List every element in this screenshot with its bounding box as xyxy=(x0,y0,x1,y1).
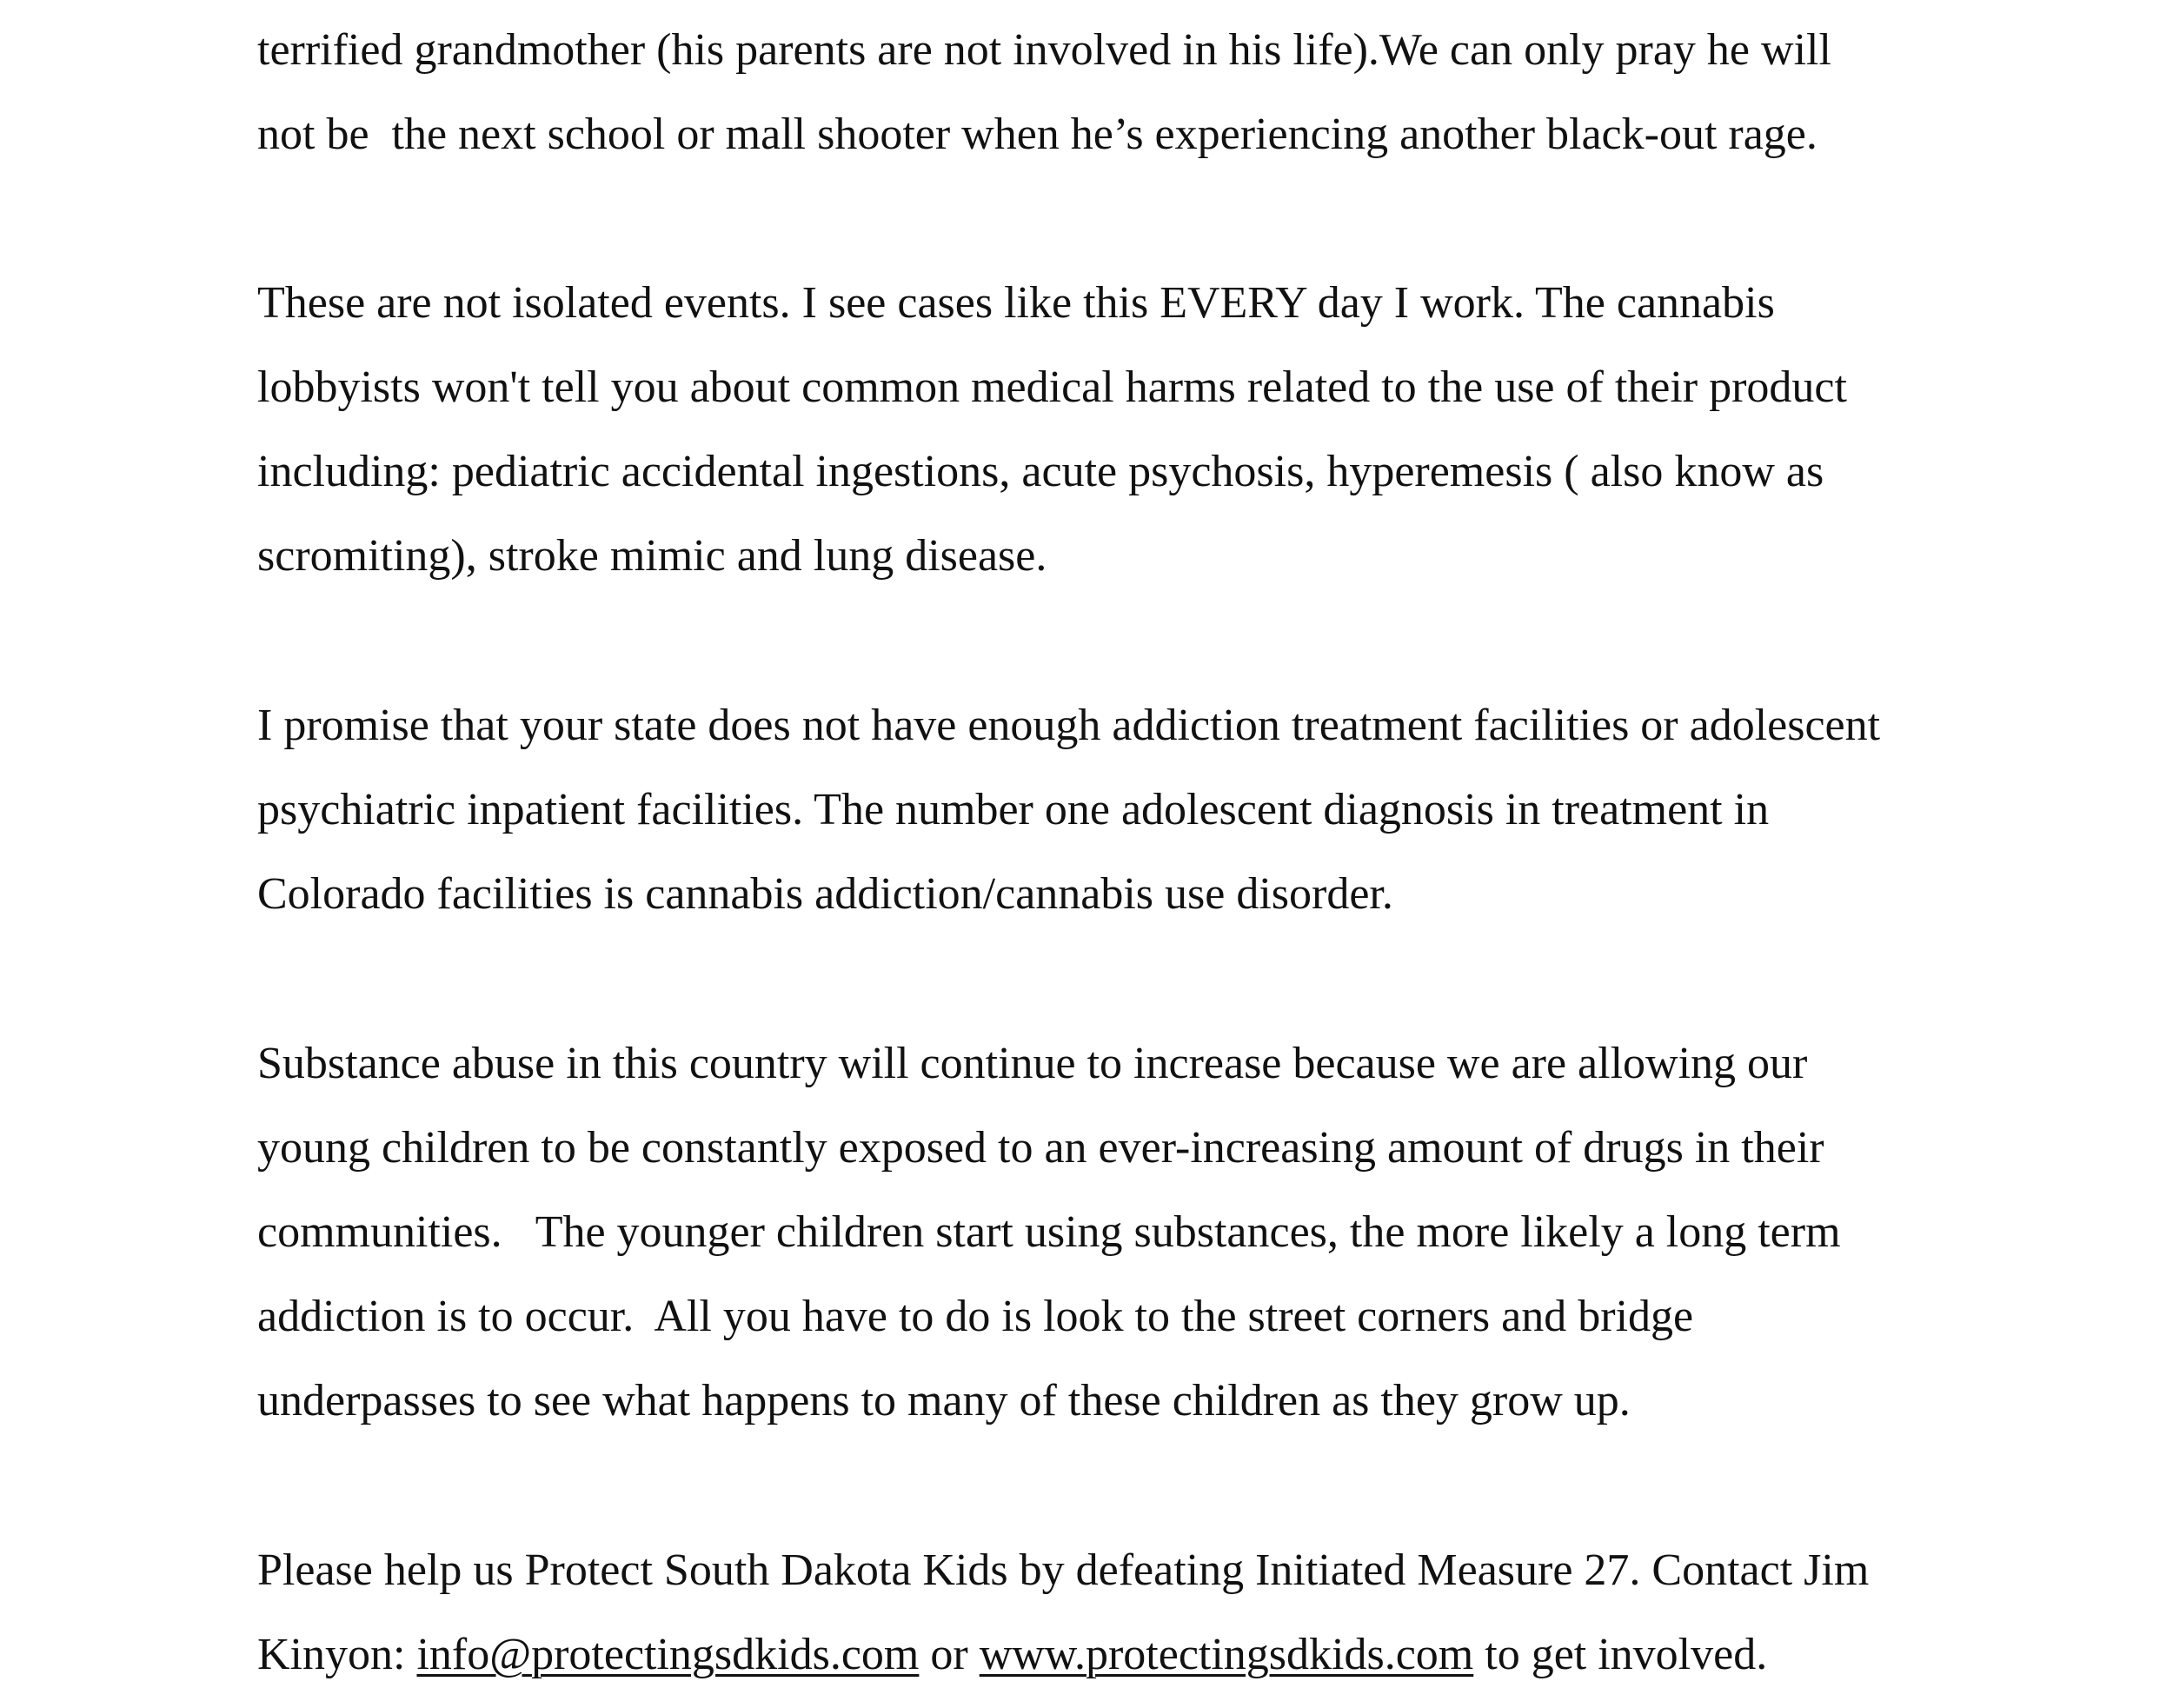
connector-text: or xyxy=(919,1630,980,1679)
paragraph-line: psychiatric inpatient facilities. The number one adolescent diagnosis in treatment in xyxy=(257,785,1770,834)
paragraph-line: communities. The younger children start using substances, the more likely a long term xyxy=(257,1207,1841,1257)
paragraph-line: Please help us Protect South Dakota Kids by defeating Initiated Measure 27. Contact Jim xyxy=(257,1545,1870,1595)
paragraph-line: not be the next school or mall shooter when he’s experiencing another black-out rage. xyxy=(257,110,1817,159)
paragraph-line: Substance abuse in this country will continue to increase because we are allowing our xyxy=(257,1039,1808,1088)
paragraph-line: These are not isolated events. I see cases like this EVERY day I work. The cannabis xyxy=(257,278,1775,328)
contact-suffix: to get involved. xyxy=(1473,1630,1768,1679)
paragraph-line: terrified grandmother (his parents are not involved in his life).We can only pray he will xyxy=(257,25,1831,75)
paragraph-line: scromiting), stroke mimic and lung disease. xyxy=(257,531,1047,581)
contact-prefix: Kinyon: xyxy=(257,1630,417,1679)
paragraph-line: I promise that your state does not have enough addiction treatment facilities or adolescent xyxy=(257,701,1881,750)
contact-line xyxy=(257,1629,1767,1681)
paragraph-line: young children to be constantly exposed to an ever-increasing amount of drugs in their xyxy=(257,1123,1824,1173)
paragraph-line: underpasses to see what happens to many of these children as they grow up. xyxy=(257,1376,1631,1426)
paragraph-line: Colorado facilities is cannabis addiction/cannabis use disorder. xyxy=(257,869,1393,919)
website-link[interactable]: www.protectingsdkids.com xyxy=(979,1630,1474,1679)
paragraph-line: including: pediatric accidental ingestions, acute psychosis, hyperemesis ( also know as xyxy=(257,447,1824,496)
paragraph-line: addiction is to occur. All you have to do is look to the street corners and bridge xyxy=(257,1292,1694,1341)
paragraph-line: lobbyists won't tell you about common medical harms related to the use of their product xyxy=(257,362,1847,412)
email-link[interactable]: info@protectingsdkids.com xyxy=(416,1630,920,1679)
